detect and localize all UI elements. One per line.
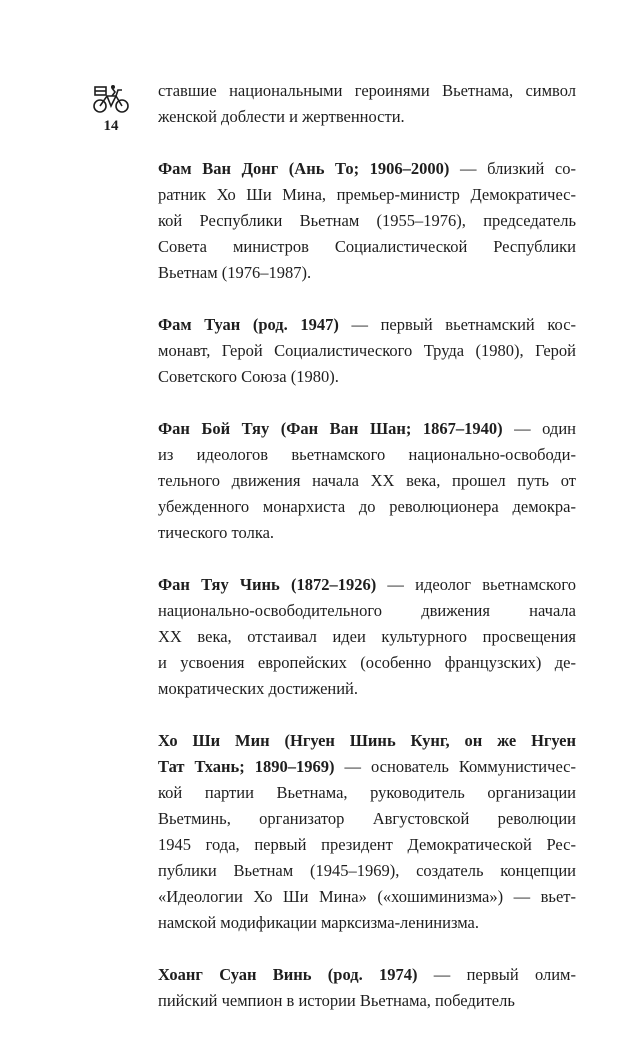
entry-text: тельного движения начала XX века, прошел путь от [158, 471, 576, 490]
text-line [158, 260, 576, 286]
entry-text: ратник Хо Ши Мина, премьер-министр Демократичес- [158, 185, 576, 204]
text-line [158, 156, 576, 182]
text-line [158, 962, 576, 988]
entry-text: — первый вьетнамский кос- [338, 315, 576, 334]
entry-text: из идеологов вьетнамского национально-освободи- [158, 445, 576, 464]
entry-text: «Идеологии Хо Ши Мина» («хошиминизма») — вьет- [158, 887, 576, 906]
text-line [158, 208, 576, 234]
entry-text: Совета министров Социалистической Республики [158, 237, 576, 256]
paragraph [158, 962, 576, 1014]
entry-heading: Фам Туан (род. 1947) [158, 315, 339, 334]
entry-text: кой партии Вьетнама, руководитель организации [158, 783, 576, 802]
text-column [158, 78, 576, 1040]
text-line [158, 780, 576, 806]
entry-text: — основатель Коммунистичес- [334, 757, 576, 776]
entry-text: тического толка. [158, 523, 275, 542]
paragraph [158, 156, 576, 286]
text-line [158, 598, 576, 624]
text-line [158, 988, 576, 1014]
entry-text: ставшие национальными героинями Вьетнама, символ [158, 81, 576, 100]
entry-text: и усвоения европейских (особенно французских) де- [158, 653, 576, 672]
text-line [158, 650, 576, 676]
entry-text: 1945 года, первый президент Демократической Рес- [158, 835, 576, 854]
text-line [158, 234, 576, 260]
entry-heading: Хо Ши Мин (Нгуен Шинь Кунг, он же Нгуен [158, 731, 576, 750]
text-line [158, 832, 576, 858]
page-margin [86, 84, 136, 135]
text-line [158, 910, 576, 936]
paragraph [158, 728, 576, 936]
entry-text: кой Республики Вьетнам (1955–1976), председатель [158, 211, 576, 230]
entry-text: национально-освободительного движения начала [158, 601, 576, 620]
entry-text: — близкий со- [449, 159, 576, 178]
entry-text: женской доблести и жертвенности. [158, 107, 405, 126]
entry-heading: Хоанг Суан Винь (род. 1974) [158, 965, 418, 984]
text-line [158, 364, 576, 390]
entry-text: — идеолог вьетнамского [376, 575, 576, 594]
text-line [158, 624, 576, 650]
text-line [158, 858, 576, 884]
page-number: 14 [103, 118, 119, 134]
paragraph [158, 78, 576, 130]
entry-text: монавт, Герой Социалистического Труда (1980), Герой [158, 341, 576, 360]
entry-text: убежденного монархиста до революционера демокра- [158, 497, 576, 516]
text-line [158, 520, 576, 546]
text-line [158, 78, 576, 104]
entry-text: Советского Союза (1980). [158, 367, 339, 386]
paragraph [158, 416, 576, 546]
text-line [158, 494, 576, 520]
entry-heading: Фам Ван Донг (Ань То; 1906–2000) [158, 159, 450, 178]
entry-text: — один [502, 419, 576, 438]
entry-heading: Фан Тяу Чинь (1872–1926) [158, 575, 377, 594]
entry-heading: Фан Бой Тяу (Фан Ван Шан; 1867–1940) [158, 419, 503, 438]
text-line [158, 572, 576, 598]
text-line [158, 754, 576, 780]
paragraph [158, 312, 576, 390]
text-line [158, 312, 576, 338]
entry-text: XX века, отстаивал идеи культурного просвещения [158, 627, 576, 646]
text-line [158, 728, 576, 754]
entry-heading: Тат Тхань; 1890–1969) [158, 757, 335, 776]
text-line [158, 676, 576, 702]
entry-text: мократических достижений. [158, 679, 359, 698]
entry-text: публики Вьетнам (1945–1969), создатель концепции [158, 861, 576, 880]
text-line [158, 884, 576, 910]
entry-text: Вьетнам (1976–1987). [158, 263, 312, 282]
entry-text: намской модификации марксизма-ленинизма. [158, 913, 480, 932]
text-line [158, 182, 576, 208]
text-line [158, 442, 576, 468]
text-line [158, 806, 576, 832]
bicycle-courier-icon [92, 84, 130, 114]
entry-text: пийский чемпион в истории Вьетнама, победитель [158, 991, 515, 1010]
text-line [158, 104, 576, 130]
entry-text: — первый олим- [417, 965, 576, 984]
entry-text: Вьетминь, организатор Августовской революции [158, 809, 576, 828]
text-line [158, 338, 576, 364]
text-line [158, 468, 576, 494]
paragraph [158, 572, 576, 702]
text-line [158, 416, 576, 442]
